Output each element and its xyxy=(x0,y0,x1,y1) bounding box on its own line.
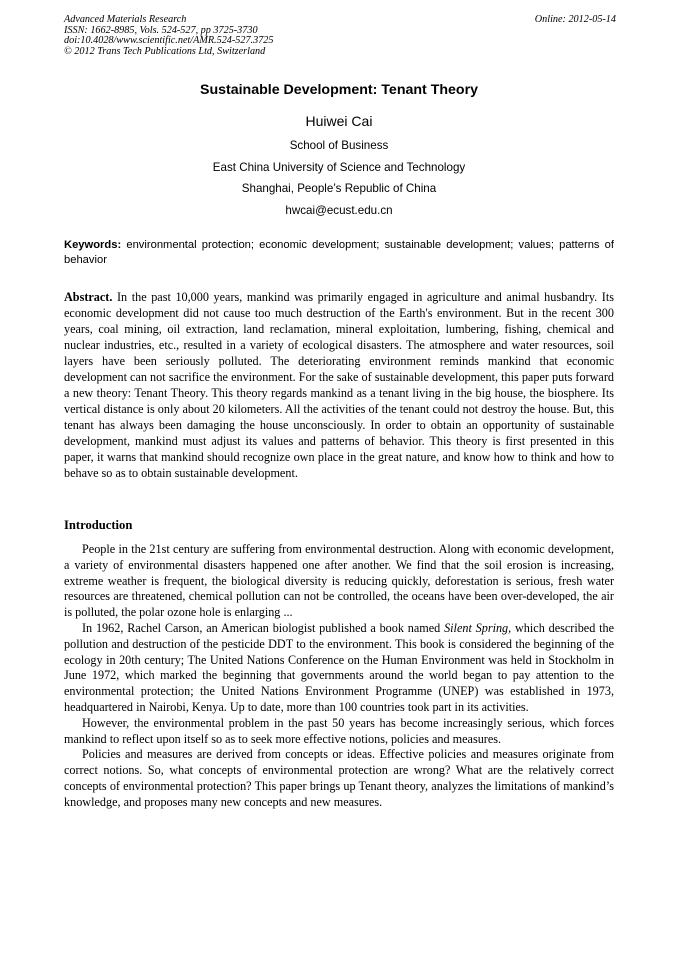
abstract-label: Abstract. xyxy=(64,290,113,304)
issn-line: ISSN: 1662-8985, Vols. 524-527, pp 3725-3730 xyxy=(64,24,258,36)
copyright-line: © 2012 Trans Tech Publications Ltd, Switzerland xyxy=(64,45,266,57)
book-title: Silent Spring xyxy=(444,620,509,635)
intro-paragraph-1: People in the 21st century are suffering from environmental destruction. Along with economic development, a variety of environmental disasters happened one after another. We find that the soil erosion is increasing, extreme weather is frequent, the biological diversity is reducing quickly, deforestation is serious, fresh water resources are threatened, chemical pollution can not be controlled, the oceans have been over-developed, the air is polluted, the polar ozone hole is enlarging ... xyxy=(64,542,614,620)
affiliation-university: East China University of Science and Technology xyxy=(212,161,466,174)
introduction-body xyxy=(64,542,614,811)
intro-paragraph-2-start: In 1962, Rachel Carson, an American biologist published a book named xyxy=(82,620,445,635)
abstract-text: In the past 10,000 years, mankind was primarily engaged in agriculture and animal husbandry. Its economic development did not cause too much destruction of the Earth's environment. But in the recent 300 years, coal mining, oil extraction, land reclamation, mineral exploitation, lumbering, fishing, chemical and nuclear industries, etc., resulted in a variety of ecological disasters. The atmosphere and water resources, soil layers have been seriously polluted. The deteriorating environment reminds mankind that economic development can not sacrifice the environment. For the sake of sustainable development, this paper puts forward a new theory: Tenant Theory. This theory regards mankind as a tenant living in the big house, the biosphere. Its vertical distance is only about 20 kilometers. All the activities of the tenant could not destroy the house. But, this tenant has always been damaging the house unconsciously. In order to obtain an opportunity of sustainable development, mankind must adjust its values and patterns of behavior. This theory is first presented in this paper, it warns that mankind should recognize own place in the great nature, and know how to think and how to behave so as to obtain sustainable development. xyxy=(64,290,614,480)
abstract-block xyxy=(64,289,614,481)
keywords-text: environmental protection; economic development; sustainable development; values; patterns of behavior xyxy=(64,239,614,266)
journal-header xyxy=(64,15,616,57)
doi-line: doi:10.4028/www.scientific.net/AMR.524-527.3725 xyxy=(64,35,274,46)
intro-paragraph-4: Policies and measures are derived from concepts or ideas. Effective policies and measures originate from correct notions. So, what concepts of environmental protection are wrong? What are the relatively correct concepts of environmental protection? This paper brings up Tenant theory, analyzes the limitations of mankind’s knowledge, and proposes many new concepts and new measures. xyxy=(64,747,614,809)
intro-paragraph-2-end: , which described the pollution and destruction of the pesticide DDT to the environment. This book is considered the beginning of the ecology in 20th century; The United Nations Conference on the Human Environment was held in Stockholm in June 1972, which marked the beginning that governments around the world began to pay attention to the environmental protection; the United Nations Environment Programme (UNEP) was established in 1973, headquartered in Nairobi, Kenya. Up to date, more than 100 countries took part in its activities. xyxy=(64,620,614,714)
journal-name: Advanced Materials Research xyxy=(64,14,187,25)
author-name: Huiwei Cai xyxy=(305,113,373,129)
intro-paragraph-3: However, the environmental problem in the past 50 years has become increasingly serious, which forces mankind to reflect upon itself so as to seek more effective notions, policies and measures. xyxy=(64,715,614,746)
affiliation-school: School of Business xyxy=(289,139,389,152)
paper-title: Sustainable Development: Tenant Theory xyxy=(199,82,479,98)
intro-paragraph-2 xyxy=(64,621,614,716)
introduction-heading: Introduction xyxy=(64,518,133,532)
author-email: hwcai@ecust.edu.cn xyxy=(285,204,393,217)
keywords-label: Keywords: xyxy=(64,239,122,251)
online-date: Online: 2012-05-14 xyxy=(534,14,616,25)
affiliation-location: Shanghai, People’s Republic of China xyxy=(241,182,437,195)
keywords-block xyxy=(64,238,614,268)
